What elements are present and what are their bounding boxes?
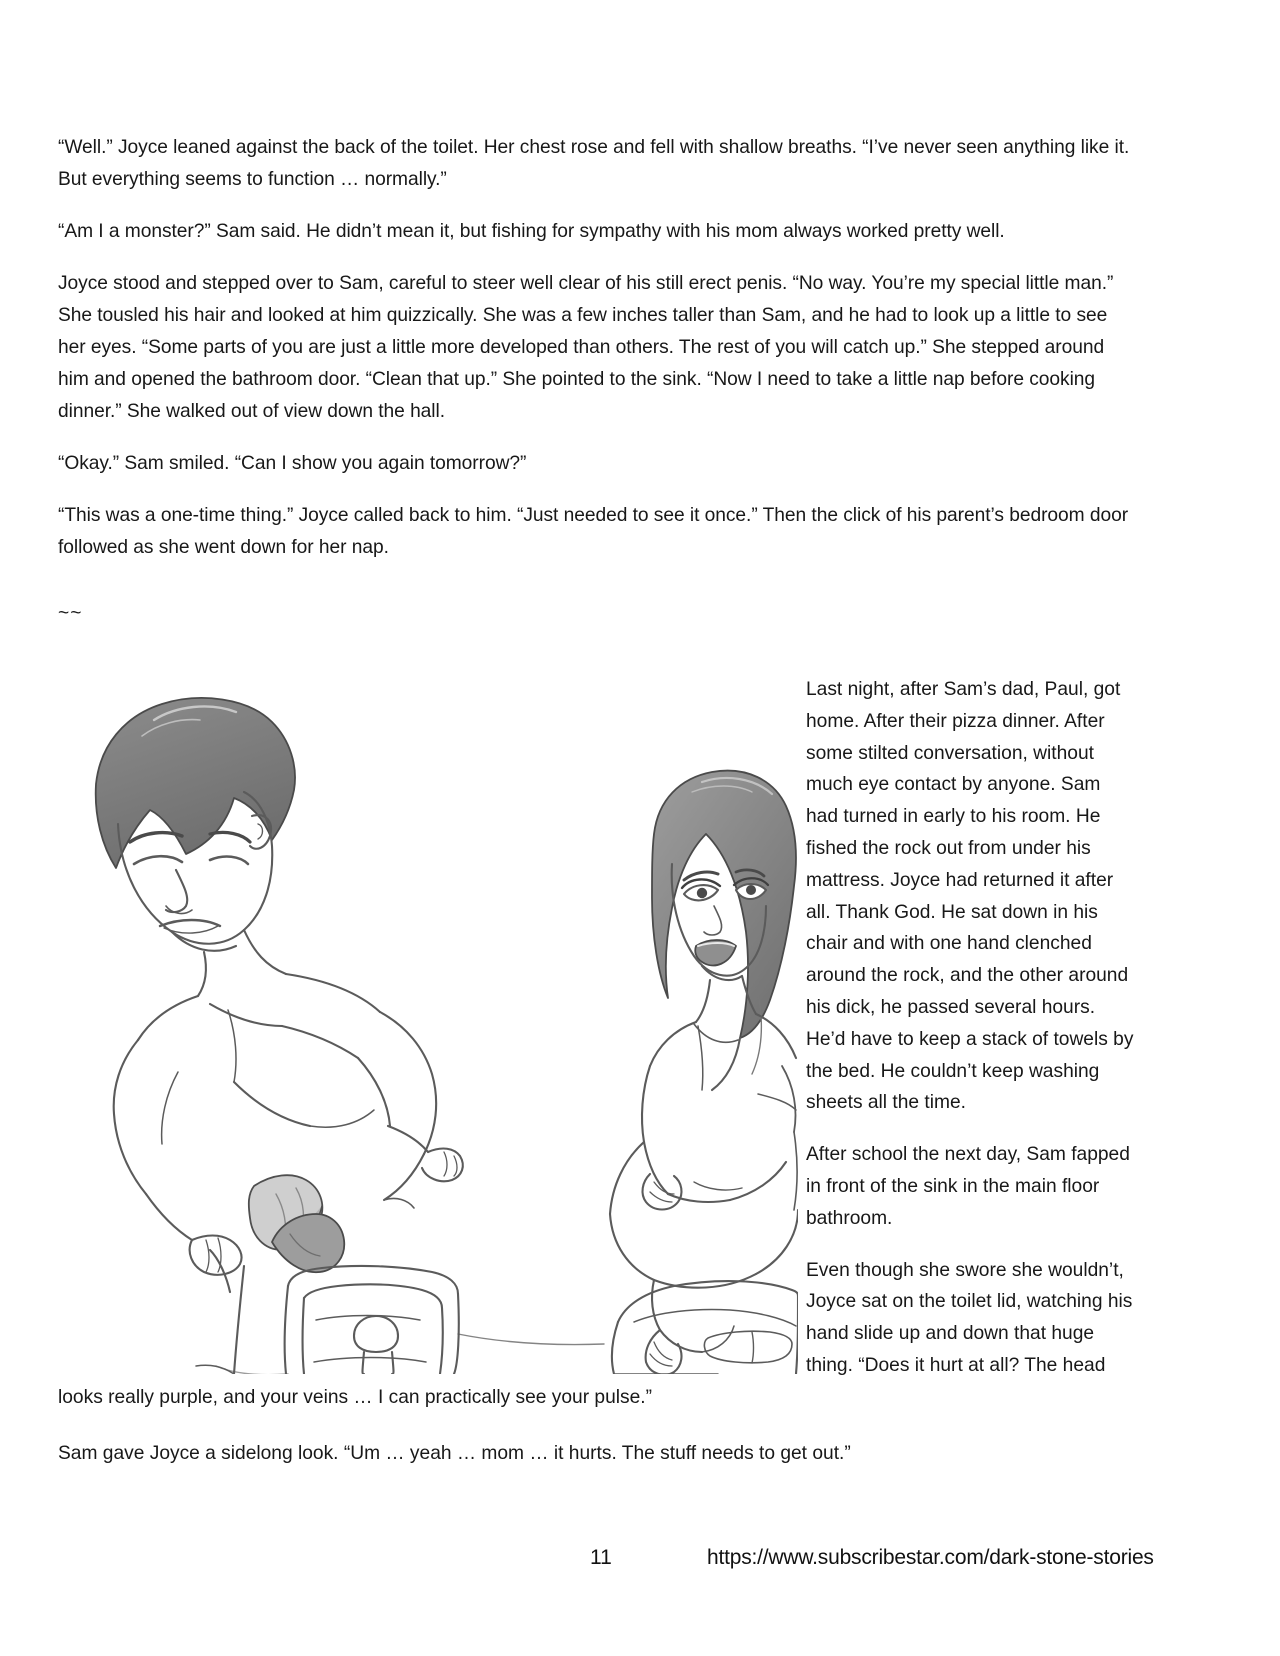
page-content bbox=[58, 132, 1134, 1496]
scene-break-marker: ~~ bbox=[58, 603, 83, 624]
paragraph: “This was a one-time thing.” Joyce called back to him. “Just needed to see it once.” Then the click of his parent’s bedroom door followed as she went down for her nap. bbox=[58, 505, 1129, 558]
footer-url: https://www.subscribestar.com/dark-stone-stories bbox=[707, 1546, 1154, 1569]
post-illustration-text bbox=[58, 1434, 1134, 1470]
paragraph: “Okay.” Sam smiled. “Can I show you again tomorrow?” bbox=[58, 453, 527, 474]
story-illustration bbox=[58, 674, 798, 1374]
page-number: 11 bbox=[590, 1546, 612, 1569]
paragraph: Joyce stood and stepped over to Sam, careful to steer well clear of his still erect penis. “No way. You’re my special little man.” She tousled his hair and looked at him quizzically. She was a few inches taller than Sam, and he had to look up a little to see her eyes. “Some parts of you are just a little more developed than others. The rest of you will catch up.” She stepped around him and opened the bathroom door. “Clean that up.” She pointed to the sink. “Now I need to take a little nap before cooking dinner.” She walked out of view down the hall. bbox=[58, 273, 1114, 422]
paragraph: Last night, after Sam’s dad, Paul, got home. After their pizza dinner. After some stilted conversation, without much eye contact by anyone. Sam had turned in early to his room. He fished the rock out from under his mattress. Joyce had returned it after all. Thank God. He sat down in his chair and with one hand clenched around the rock, and the other around his dick, he passed several hours. He’d have to keep a stack of towels by the bed. He couldn’t keep washing sheets all the time. bbox=[806, 679, 1134, 1114]
paragraph: Sam gave Joyce a sidelong look. “Um … yeah … mom … it hurts. The stuff needs to get out.” bbox=[58, 1442, 851, 1464]
paragraph: After school the next day, Sam fapped in front of the sink in the main floor bathroom. bbox=[806, 1144, 1130, 1229]
paragraph: Even though she swore she wouldn’t, Joyce sat on the toilet lid, watching his hand slide up and down that huge thing. “Does it hurt at all? The head looks really purple, and your veins … I can practically see your pulse.” bbox=[58, 1259, 1133, 1408]
paragraph: “Am I a monster?” Sam said. He didn’t mean it, but fishing for sympathy with his mom always worked pretty well. bbox=[58, 221, 1005, 242]
illustration-text-block bbox=[58, 674, 1134, 1414]
page-footer bbox=[0, 1546, 1280, 1590]
paragraph: “Well.” Joyce leaned against the back of the toilet. Her chest rose and fell with shallow breaths. “I’ve never seen anything like it. But everything seems to function … normally.” bbox=[58, 137, 1130, 190]
